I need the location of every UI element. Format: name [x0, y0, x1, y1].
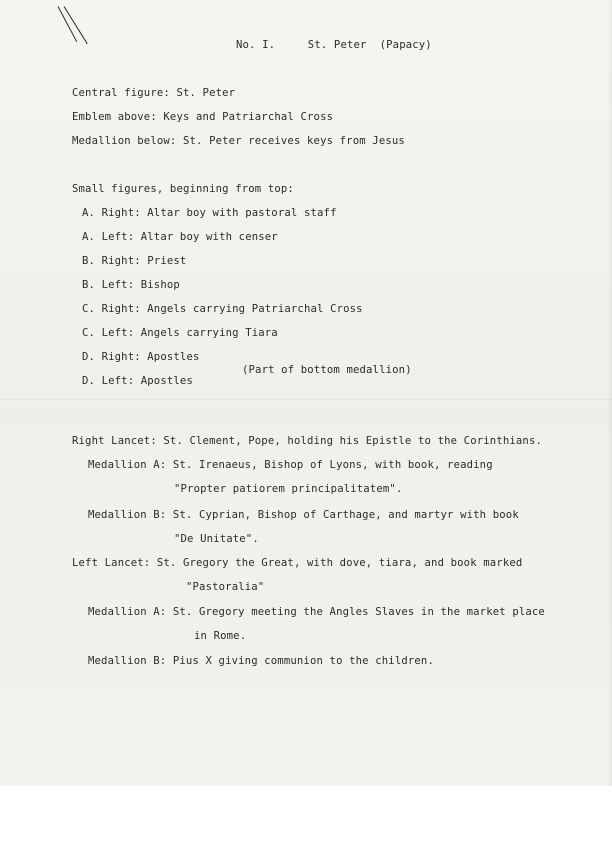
left-lancet-medallion-a-cont: in Rome.: [194, 630, 247, 642]
small-figure-item: D. Right: Apostles: [82, 351, 200, 363]
small-figure-item: D. Left: Apostles: [82, 375, 193, 387]
small-figure-item: B. Left: Bishop: [82, 279, 180, 291]
medallion-below: Medallion below: St. Peter receives keys from Jesus: [72, 135, 405, 147]
right-lancet-medallion-a-quote: "Propter patiorem principalitatem".: [174, 483, 403, 495]
paper-edge-shadow: [608, 0, 612, 786]
small-figure-item: A. Right: Altar boy with pastoral staff: [82, 207, 337, 219]
document-title: No. I. St. Peter (Papacy): [236, 39, 432, 51]
left-lancet: Left Lancet: St. Gregory the Great, with dove, tiara, and book marked: [72, 557, 523, 569]
scan-margin: [0, 786, 612, 842]
small-figures-heading: Small figures, beginning from top:: [72, 183, 294, 195]
left-lancet-quote: "Pastoralia": [186, 581, 265, 593]
left-lancet-medallion-a: Medallion A: St. Gregory meeting the Angles Slaves in the market place: [88, 606, 545, 618]
right-lancet: Right Lancet: St. Clement, Pope, holding his Epistle to the Corinthians.: [72, 435, 543, 447]
right-lancet-medallion-a: Medallion A: St. Irenaeus, Bishop of Lyons, with book, reading: [88, 459, 493, 471]
small-figure-item: B. Right: Priest: [82, 255, 187, 267]
bottom-medallion-note: (Part of bottom medallion): [242, 364, 412, 376]
small-figure-item: A. Left: Altar boy with censer: [82, 231, 278, 243]
central-figure: Central figure: St. Peter: [72, 87, 236, 99]
paper-fold: [0, 398, 612, 401]
emblem-above: Emblem above: Keys and Patriarchal Cross: [72, 111, 334, 123]
right-lancet-medallion-b: Medallion B: St. Cyprian, Bishop of Carthage, and martyr with book: [88, 509, 519, 521]
right-lancet-medallion-b-quote: "De Unitate".: [174, 533, 259, 545]
small-figure-item: C. Right: Angels carrying Patriarchal Cross: [82, 303, 363, 315]
left-lancet-medallion-b: Medallion B: Pius X giving communion to the children.: [88, 655, 434, 667]
small-figure-item: C. Left: Angels carrying Tiara: [82, 327, 278, 339]
